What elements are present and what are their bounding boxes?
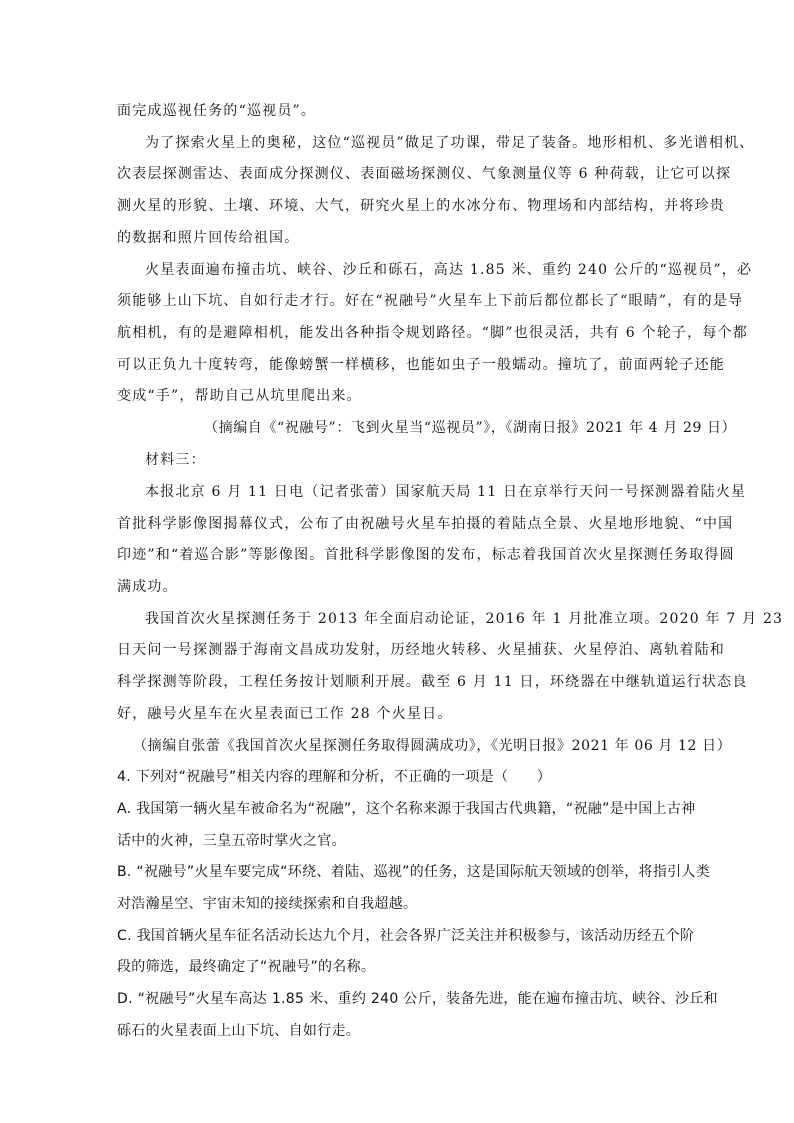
passage-line: 火星表面遍布撞击坑、峡谷、沙丘和砾石，高达 1.85 米、重约 240 公斤的“巡视员”，必 xyxy=(145,262,753,278)
section-heading: 材料三： xyxy=(145,452,206,468)
source-citation: （摘编自张蕾《我国首次火星探测任务取得圆满成功》，《光明日报》2021 年 06 月 12 日） xyxy=(133,738,732,754)
question-stem: 4. 下列对“祝融号”相关内容的理解和分析，不正确的一项是（ ） xyxy=(117,769,552,785)
option-b: 对浩瀚星空、宇宙未知的接续探索和自我超越。 xyxy=(117,896,418,912)
source-citation: （摘编自《“祝融号”：飞到火星当“巡视员”》，《湖南日报》2021 年 4 月 29 日） xyxy=(204,420,737,436)
passage-line: 科学探测等阶段，工程任务按计划顺利开展。截至 6 月 11 日，环绕器在中继轨道运行状态良 xyxy=(117,674,748,690)
option-d: 砾石的火星表面上山下坑、自如行走。 xyxy=(117,1023,361,1039)
passage-line: 可以正负九十度转弯，能像螃蟹一样横移，也能如虫子一般蠕动。撞坑了，前面两轮子还能 xyxy=(117,357,725,373)
passage-line: 测火星的形貌、土壤、环境、大气，研究火星上的水冰分布、物理场和内部结构，并将珍贵 xyxy=(117,198,725,214)
passage-line: 满成功。 xyxy=(117,579,178,595)
passage-line: 须能够上山下坑、自如行走才行。好在“祝融号”火星车上下前后都位都长了“眼睛”，有的是导 xyxy=(117,293,744,309)
option-c: C. 我国首辆火星车征名活动长达九个月，社会各界广泛关注并积极参与，该活动历经五个阶 xyxy=(117,928,695,944)
passage-line: 好，融号火星车在火星表面已工作 28 个火星日。 xyxy=(117,706,453,722)
option-a: A. 我国第一辆火星车被命名为“祝融”，这个名称来源于我国古代典籍，“祝融”是中国上古神 xyxy=(117,801,696,817)
passage-line: 次表层探测雷达、表面成分探测仪、表面磁场探测仪、气象测量仪等 6 种荷载，让它可以探 xyxy=(117,166,732,182)
passage-line: 为了探索火星上的奥秘，这位“巡视员”做足了功课，带足了装备。地形相机、多光谱相机、 xyxy=(145,135,755,151)
passage-line: 面完成巡视任务的“巡视员”。 xyxy=(117,103,317,119)
passage-line: 航相机，有的是避障相机，能发出各种指令规划路径。“脚”也很灵活，共有 6 个轮子，每个都 xyxy=(117,325,748,341)
passage-line: 首批科学影像图揭幕仪式，公布了由祝融号火星车拍摄的着陆点全景、火星地形地貌、“中国 xyxy=(117,516,734,532)
passage-line: 我国首次火星探测任务于 2013 年全面启动论证，2016 年 1 月批准立项。2020 年 7 月 23 xyxy=(145,611,784,627)
option-a: 话中的火神，三皇五帝时掌火之官。 xyxy=(117,833,346,849)
option-b: B. “祝融号”火星车要完成“环绕、着陆、巡视”的任务，这是国际航天领域的创举，将指引人类 xyxy=(117,864,711,880)
passage-line: 日天问一号探测器于海南文昌成功发射，历经地火转移、火星捕获、火星停泊、离轨着陆和 xyxy=(117,642,725,658)
option-c: 段的筛选，最终确定了“祝融号”的名称。 xyxy=(117,959,376,975)
passage-line: 印迹”和“着巡合影”等影像图。首批科学影像图的发布，标志着我国首次火星探测任务取得圆 xyxy=(117,547,735,563)
passage-line: 本报北京 6 月 11 日电（记者张蕾）国家航天局 11 日在京举行天问一号探测器着陆火星 xyxy=(145,484,747,500)
passage-line: 的数据和照片回传给祖国。 xyxy=(117,230,300,246)
option-d: D. “祝融号”火星车高达 1.85 米、重约 240 公斤，装备先进，能在遍布撞击坑、峡谷、沙丘和 xyxy=(117,991,718,1007)
passage-line: 变成“手”，帮助自己从坑里爬出来。 xyxy=(117,388,362,404)
